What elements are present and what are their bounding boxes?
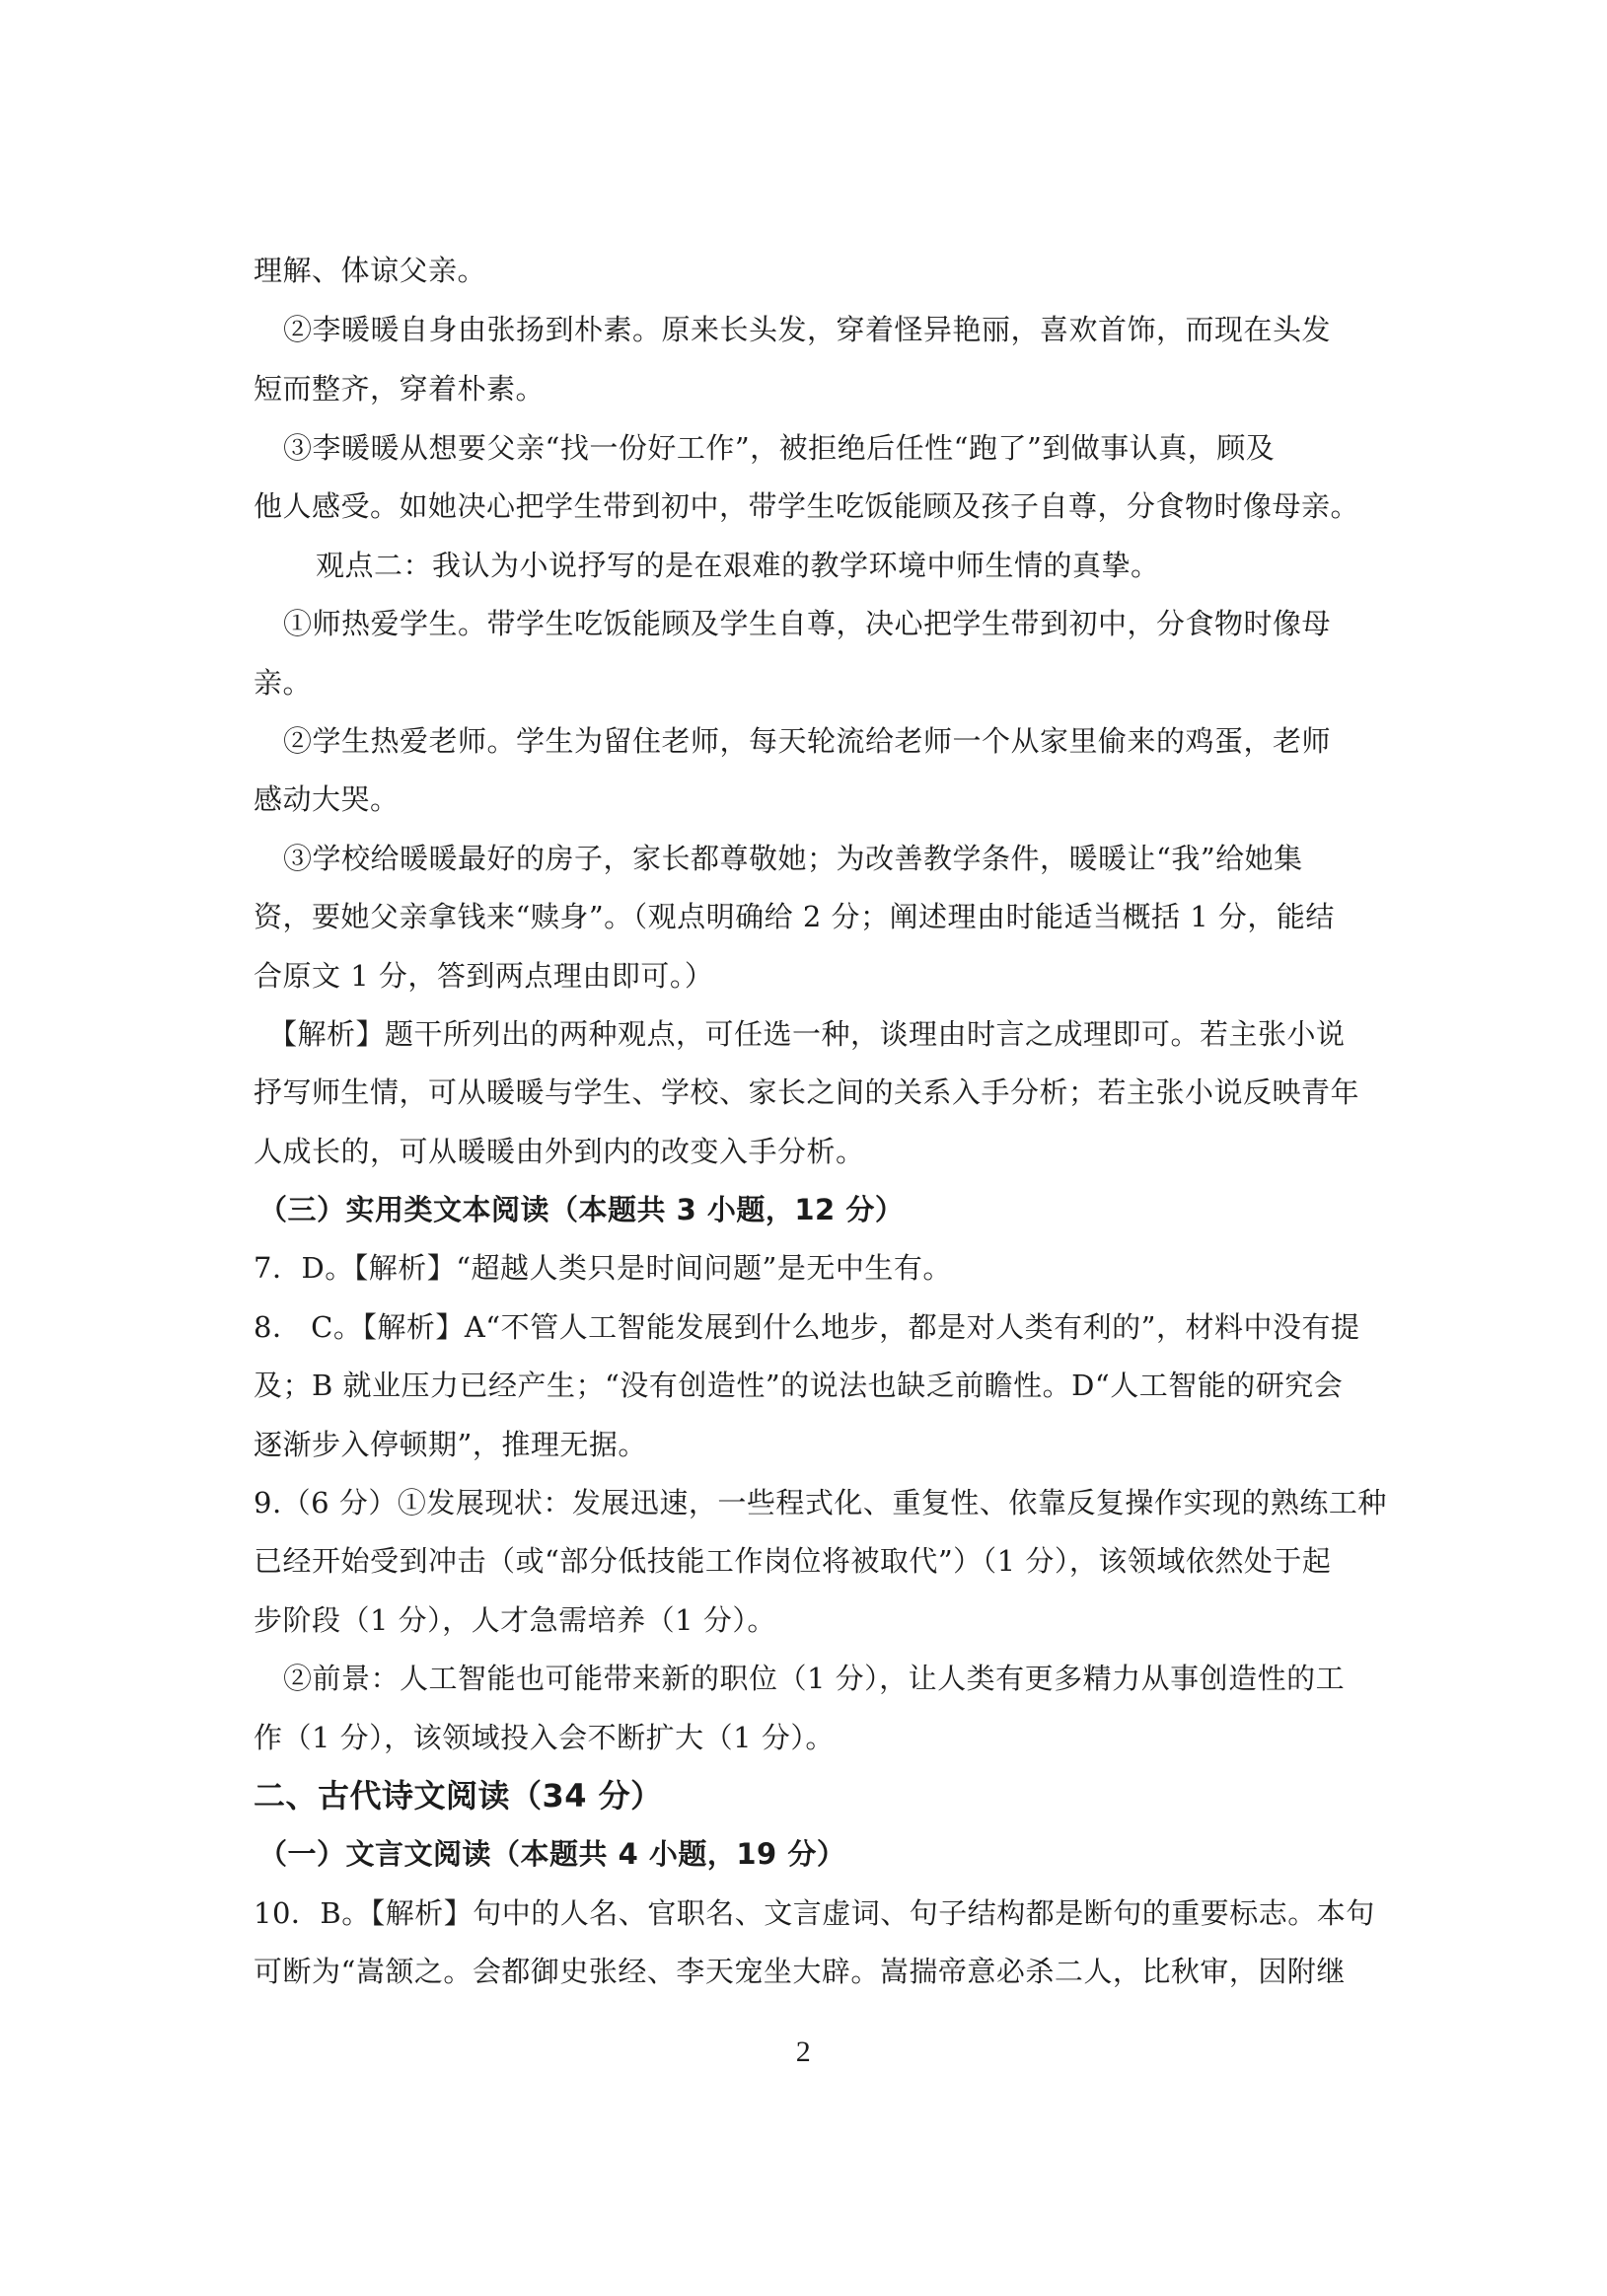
page-number: 2 (795, 2036, 812, 2068)
text-line: ③学校给暖暖最好的房子，家长都尊敬她；为改善教学条件，暖暖让“我”给她集 (283, 842, 1303, 875)
text-line: ②李暖暖自身由张扬到朴素。原来长头发，穿着怪异艳丽，喜欢首饰，而现在头发 (283, 313, 1332, 346)
text-line: 短而整齐，穿着朴素。 (254, 372, 546, 406)
text-line: 他人感受。如她决心把学生带到初中，带学生吃饭能顾及孩子自尊，分食物时像母亲。 (254, 489, 1360, 523)
text-line: 观点二：我认为小说抒写的是在艰难的教学环境中师生情的真挚。 (316, 549, 1160, 582)
text-line: 及；B 就业压力已经产生；“没有创造性”的说法也缺乏前瞻性。D“人工智能的研究会 (254, 1369, 1344, 1402)
text-line: ③李暖暖从想要父亲“找一份好工作”，被拒绝后任性“跑了”到做事认真，顾及 (283, 431, 1276, 465)
text-line: 抒写师生情，可从暖暖与学生、学校、家长之间的关系入手分析；若主张小说反映青年 (254, 1075, 1360, 1109)
text-line: 7．D。【解析】“超越人类只是时间问题”是无中生有。 (254, 1251, 952, 1285)
section-heading: （三）实用类文本阅读（本题共 3 小题，12 分） (258, 1193, 905, 1226)
section-heading: （一）文言文阅读（本题共 4 小题，19 分） (258, 1837, 846, 1871)
text-line: 感动大哭。 (254, 782, 400, 816)
text-line: 可断为“嵩颔之。会都御史张经、李天宠坐大辟。嵩揣帝意必杀二人，比秋审，因附继 (254, 1955, 1346, 1988)
text-line: 逐渐步入停顿期”，推理无据。 (254, 1428, 647, 1461)
text-line: ①师热爱学生。带学生吃饭能顾及学生自尊，决心把学生带到初中，分食物时像母 (283, 607, 1332, 640)
text-line: 8． C。【解析】A“不管人工智能发展到什么地步，都是对人类有利的”，材料中没有提 (254, 1310, 1360, 1344)
section-heading: 二、古代诗文阅读（34 分） (254, 1777, 663, 1815)
text-line: 人成长的，可从暖暖由外到内的改变入手分析。 (254, 1135, 865, 1168)
text-line: 作（1 分），该领域投入会不断扩大（1 分）。 (254, 1721, 835, 1754)
text-line: 【解析】题干所列出的两种观点，可任选一种，谈理由时言之成理即可。若主张小说 (268, 1017, 1346, 1051)
text-line: 合原文 1 分，答到两点理由即可。） (254, 959, 714, 993)
text-line: 理解、体谅父亲。 (254, 254, 487, 287)
text-line: ②前景：人工智能也可能带来新的职位（1 分），让人类有更多精力从事创造性的工 (283, 1662, 1346, 1695)
text-line: 亲。 (254, 666, 313, 700)
text-line: 步阶段（1 分），人才急需培养（1 分）。 (254, 1603, 776, 1637)
text-line: 9.（6 分）①发展现状：发展迅速，一些程式化、重复性、依靠反复操作实现的熟练工种 (254, 1486, 1387, 1519)
text-line: 资，要她父亲拿钱来“赎身”。（观点明确给 2 分；阐述理由时能适当概括 1 分，能结 (254, 900, 1335, 933)
text-line: 已经开始受到冲击（或“部分低技能工作岗位将被取代”）（1 分），该领域依然处于起 (254, 1544, 1332, 1578)
text-line: 10．B。【解析】句中的人名、官职名、文言虚词、句子结构都是断句的重要标志。本句 (254, 1896, 1375, 1930)
text-line: ②学生热爱老师。学生为留住老师，每天轮流给老师一个从家里偷来的鸡蛋，老师 (283, 724, 1332, 758)
